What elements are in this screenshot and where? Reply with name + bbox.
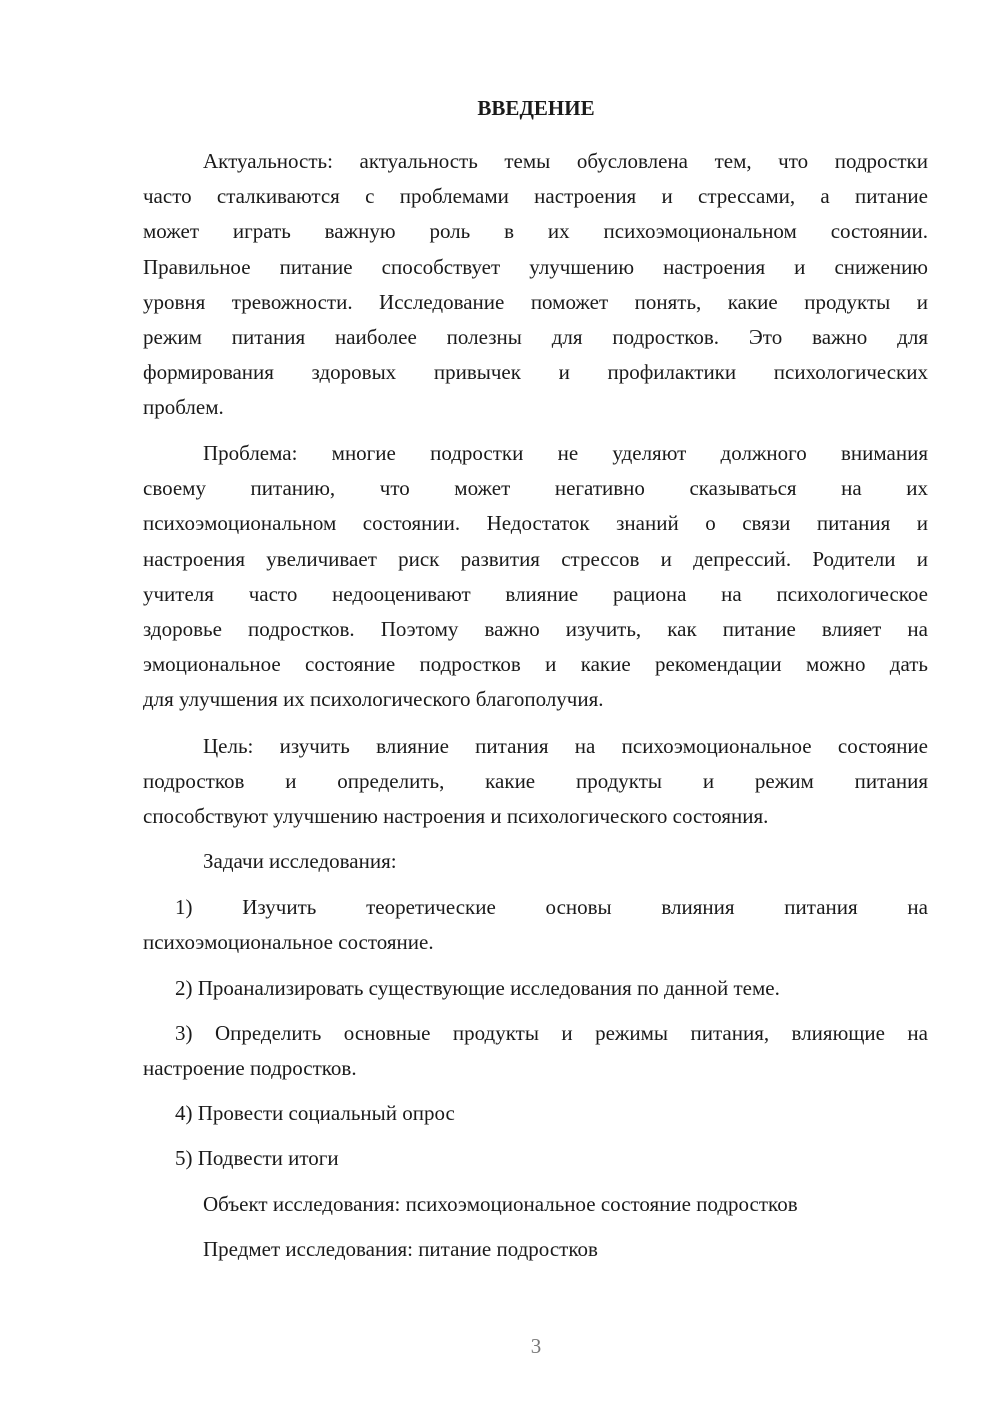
research-object [143,1189,928,1224]
text-line: способствуют улучшению настроения и психологического состояния. [143,804,769,829]
task-item-3 [143,1018,928,1088]
text-line: своему питанию, что может негативно сказываться на их [143,476,928,501]
task-item-2 [143,973,928,1008]
text-line: эмоциональное состояние подростков и какие рекомендации можно дать [143,652,928,677]
text-line: Предмет исследования: питание подростков [203,1237,598,1261]
text-line: Проблема: многие подростки не уделяют должного внимания [203,441,928,465]
text-line: психоэмоциональном состоянии. Недостаток знаний о связи питания и [143,511,928,536]
text-line: Задачи исследования: [203,849,397,873]
task-item-5 [143,1143,928,1178]
text-line: проблем. [143,395,224,420]
text-line: уровня тревожности. Исследование поможет понять, какие продукты и [143,289,928,314]
research-subject [143,1234,928,1269]
text-line: Объект исследования: психоэмоциональное состояние подростков [203,1192,798,1216]
paragraph-goal [143,731,928,837]
page-title: ВВЕДЕНИЕ [477,96,595,120]
tasks-heading [143,846,928,881]
text-line: 3) Определить основные продукты и режимы питания, влияющие на [175,1021,928,1045]
task-item-4 [143,1098,928,1133]
text-line: настроения увеличивает риск развития стрессов и депрессий. Родители и [143,546,928,571]
text-line: Цель: изучить влияние питания на психоэмоциональное состояние [203,734,928,758]
text-line: для улучшения их психологического благополучия. [143,687,604,712]
text-line: подростков и определить, какие продукты и режим питания [143,769,928,794]
page-number: 3 [530,1334,542,1358]
text-line: 1) Изучить теоретические основы влияния питания на [175,895,928,919]
text-line: часто сталкиваются с проблемами настроения и стрессами, а питание [143,184,928,209]
text-line: Правильное питание способствует улучшению настроения и снижению [143,254,928,279]
text-line: 5) Подвести итоги [175,1146,339,1170]
text-line: 4) Провести социальный опрос [175,1101,455,1125]
text-line: режим питания наиболее полезны для подростков. Это важно для [143,324,928,349]
text-line: здоровье подростков. Поэтому важно изучить, как питание влияет на [143,616,928,641]
paragraph-problem [143,438,928,720]
text-line: 2) Проанализировать существующие исследования по данной теме. [175,976,780,1000]
text-line: психоэмоциональное состояние. [143,930,434,955]
task-item-1 [143,892,928,962]
text-line: Актуальность: актуальность темы обусловлена тем, что подростки [203,149,928,173]
text-line: учителя часто недооценивают влияние рациона на психологическое [143,581,928,606]
text-line: может играть важную роль в их психоэмоциональном состоянии. [143,219,928,244]
paragraph-relevance [143,146,928,428]
text-line: формирования здоровых привычек и профилактики психологических [143,360,928,385]
text-line: настроение подростков. [143,1056,357,1081]
